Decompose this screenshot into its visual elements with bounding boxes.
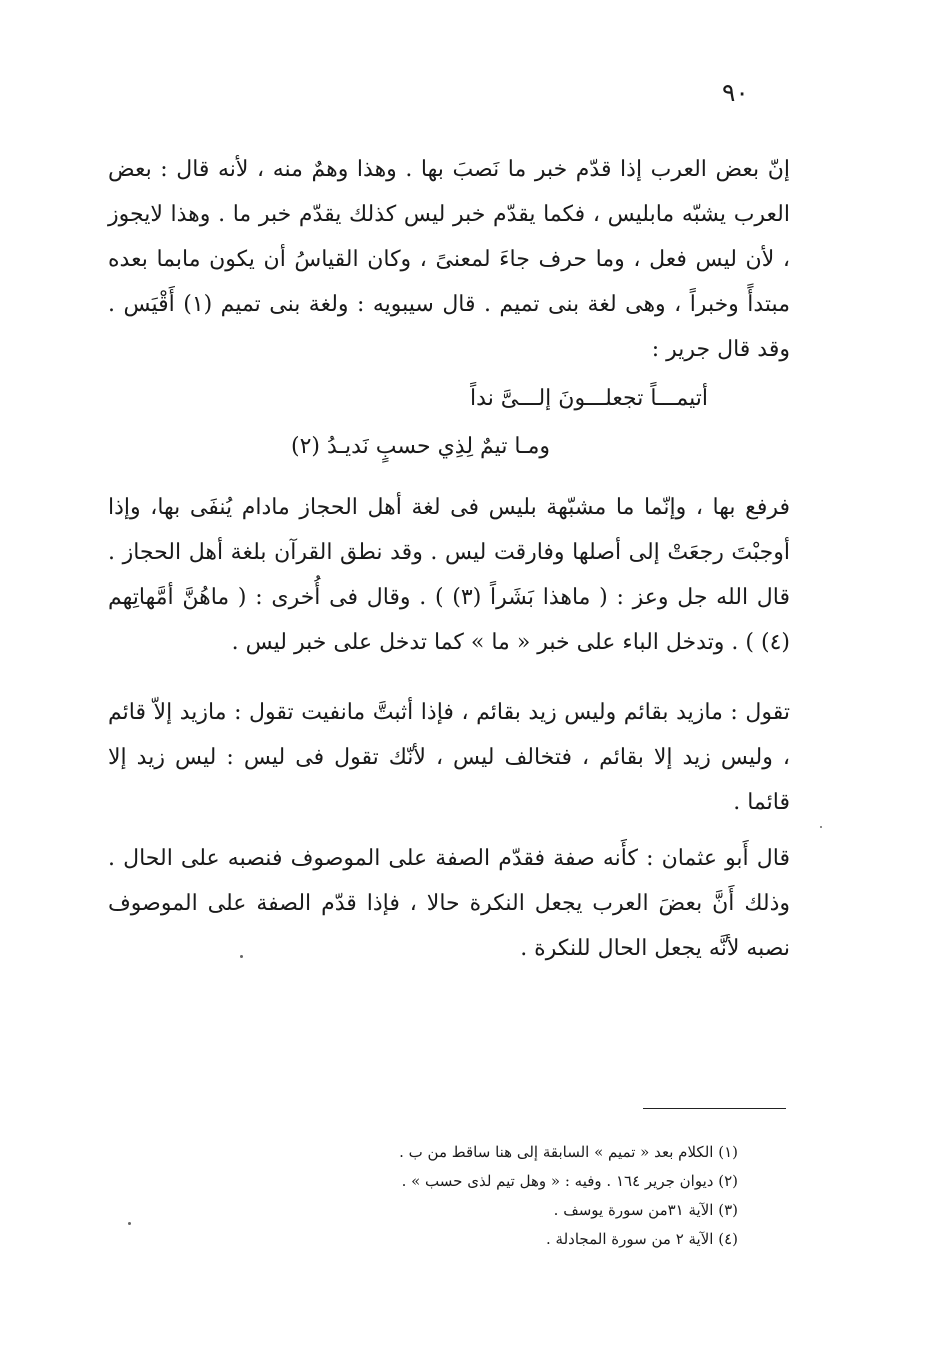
footnotes (399, 1138, 738, 1254)
paragraph-4: قال أَبو عثمان : كأَنه صفة فقدّم الصفة على الموصوف فنصبه على الحال . وذلك أَنَّ بعضَ العرب يجعل النكرة حالا ، فإذا قدّم الصفة على الموصوف نصبه لأنَّه يجعل الحال للنكرة . (108, 846, 790, 961)
paper-speck (128, 1222, 131, 1225)
paper-speck (240, 955, 243, 958)
page-number: ٩٠ (722, 78, 749, 107)
footnote-3: (٣) الآية ٣١من سورة يوسف . (553, 1201, 738, 1219)
poem-verse-second-hemistich: ومـا تيمٌ لِذِي حسبٍ نَديـدُ (٢) (290, 434, 550, 459)
paragraph-1: إنّ بعض العرب إذا قدّم خبر ما نَصبَ بها . وهذا وهمٌ منه ، لأنه قال : بعض العرب يشبّه مابليس ، فكما يقدّم خبر ليس كذلك يقدّم خبر ما . وهذا لايجوز ، لأن ليس فعل ، وما حرف جاءَ لمعنىً ، وكان القياسُ أن يكون مابما بعده مبتدأً وخبراً ، وهى لغة بنى تميم . قال سيبويه : ولغة بنى تميم (١) أَقْيَس . وقد قال جرير : (108, 157, 790, 362)
paragraph-3: تقول : مازيد بقائم وليس زيد بقائم ، فإذا أثبتَّ مانفيت تقول : مازيد إلاّ قائم ، وليس زيد إلا بقائم ، فتخالف ليس ، لأنّك تقول فى ليس : ليس زيد إلا قائما . (108, 700, 790, 815)
poem-verse-first-hemistich: أتيمـــاً تجعلـــونَ إلـــىَّ نداً (470, 386, 708, 411)
footnote-4: (٤) الآية ٢ من سورة المجادلة . (546, 1230, 738, 1248)
footnote-2: (٢) ديوان جرير ١٦٤ . وفيه : « وهل تيم لذى حسب » . (401, 1172, 738, 1190)
paragraph-2: فرفع بها ، وإنّما ما مشبّهة بليس فى لغة أهل الحجاز مادام يُنفَى بها، وإذا أوجبْتَ رجعَتْ إلى أصلها وفارقت ليس . وقد نطق القرآن بلغة أهل الحجاز . قال الله جل وعز : ( ماهذا بَشَراً (٣) ) . وقال فى أُخرى : ( ماهُنَّ أمَّهاتِهم (٤) ) . وتدخل الباء على خبر « ما » كما تدخل على خبر ليس . (108, 495, 791, 655)
footnote-separator (643, 1108, 786, 1109)
paper-speck (820, 826, 822, 828)
footnote-1: (١) الكلام بعد « تميم » السابقة إلى هنا ساقط من ب . (399, 1143, 738, 1161)
